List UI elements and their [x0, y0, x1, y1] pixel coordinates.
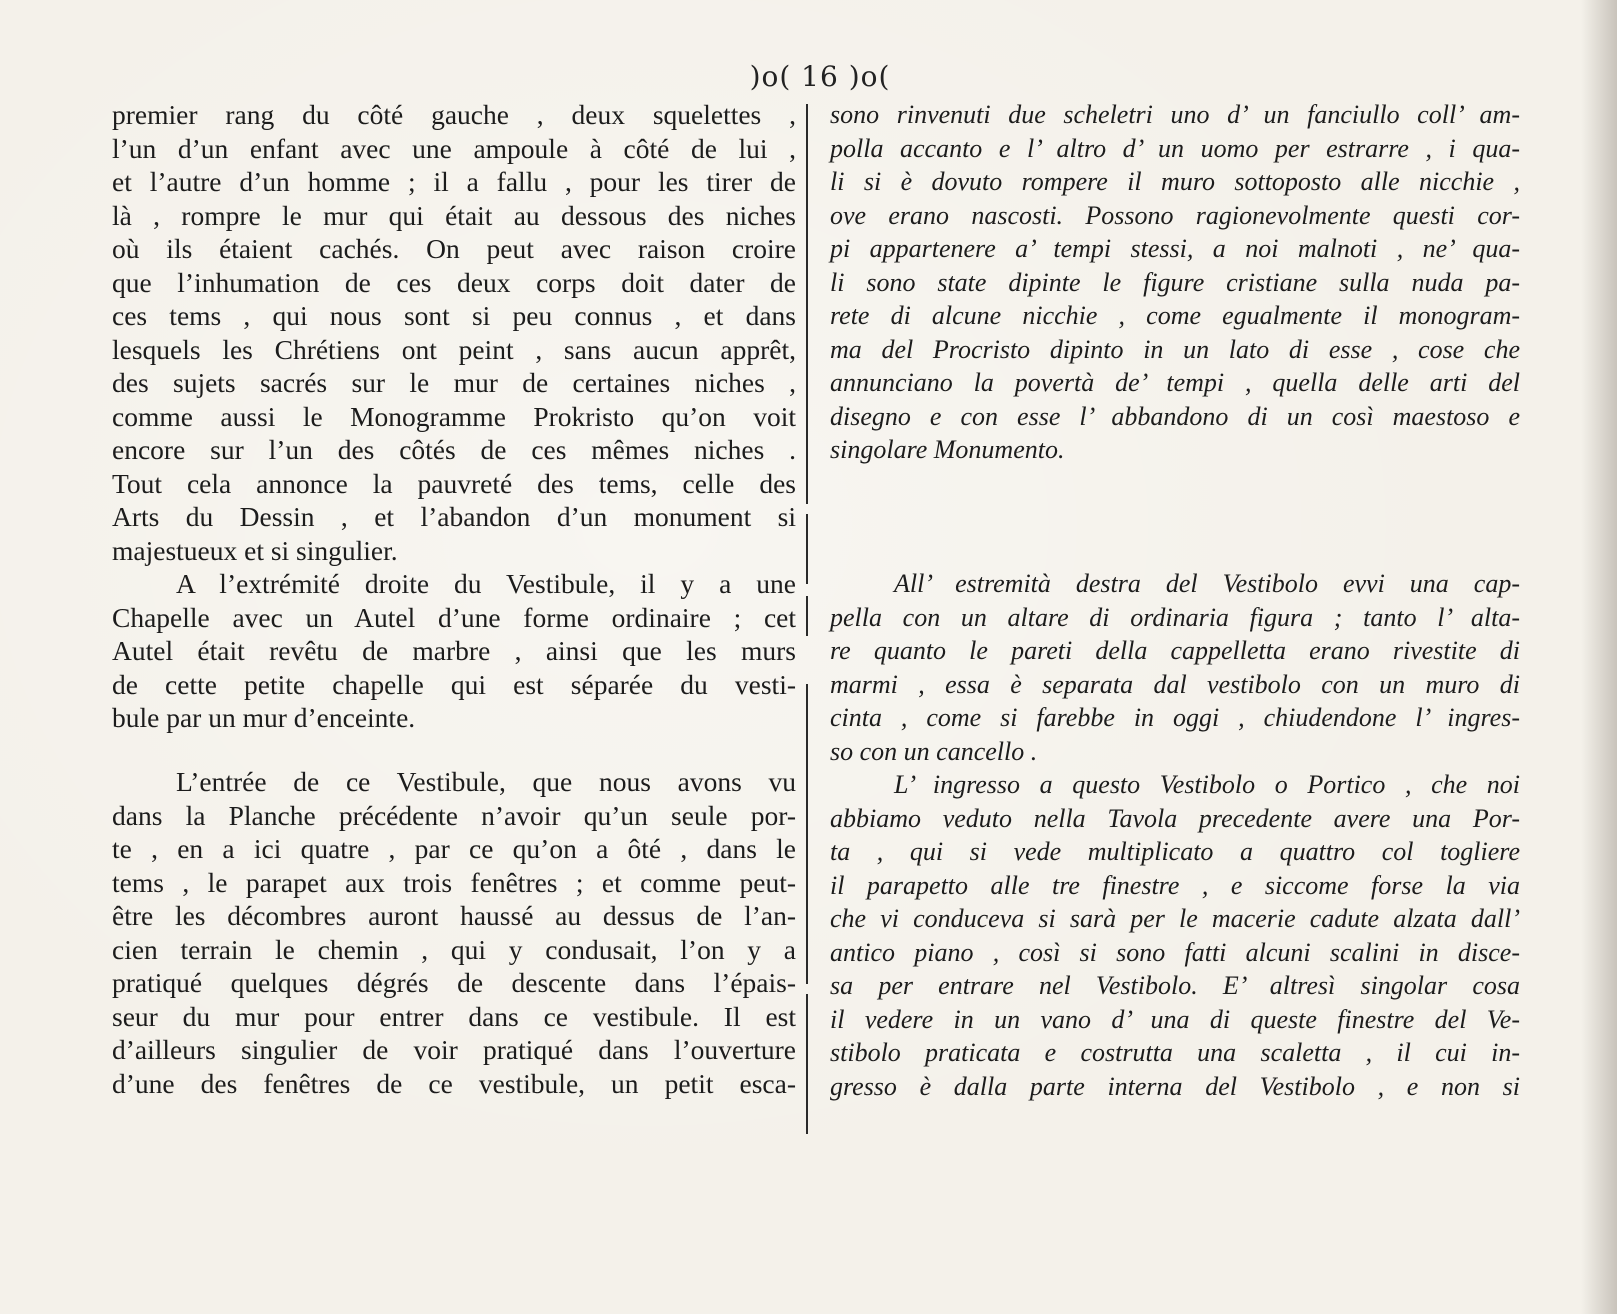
text-line: être les décombres auront haussé au dessus de l’an-	[112, 900, 796, 931]
text-line: Tout cela annonce la pauvreté des tems, celle des	[112, 467, 796, 499]
text-line: il vedere in un vano d’ una di queste finestre del Ve-	[830, 1004, 1520, 1034]
page-edge-shadow	[1581, 0, 1617, 1314]
text-line: comme aussi le Monogramme Prokristo qu’on voit	[112, 400, 796, 432]
text-line: et l’autre d’un homme ; il a fallu , pour les tirer de	[112, 166, 796, 197]
text-line: abbiamo veduto nella Tavola precedente avere una Por-	[830, 803, 1520, 833]
text-line: tems , le parapet aux trois fenêtres ; et comme peut-	[112, 866, 796, 898]
text-line: pi appartenere a’ tempi stessi, a noi malnoti , ne’ qua-	[830, 234, 1520, 263]
text-line: stibolo praticata e costrutta una scaletta , il cui in-	[830, 1038, 1520, 1067]
text-line: All’ estremità destra del Vestibolo evvi una cap-	[894, 569, 1520, 598]
text-line: d’ailleurs singulier de voir pratiqué dans l’ouverture	[112, 1034, 796, 1065]
text-line: là , rompre le mur qui était au dessous des niches	[112, 199, 796, 231]
text-line: sono rinvenuti due scheletri uno d’ un fanciullo coll’ am-	[830, 100, 1520, 129]
text-line: singolare Monumento.	[830, 435, 1065, 464]
text-line: cien terrain le chemin , qui y condusait, l’on y a	[112, 933, 796, 965]
text-line: des sujets sacrés sur le mur de certaines niches ,	[112, 367, 796, 398]
text-line: de cette petite chapelle qui est séparée du vesti-	[112, 668, 796, 700]
text-line: bule par un mur d’enceinte.	[112, 702, 416, 733]
text-line: che vi conduceva si sarà per le macerie cadute alzata dall’	[830, 904, 1520, 933]
text-line: que l’inhumation de ces deux corps doit dater de	[112, 266, 796, 298]
text-line: A l’extrémité droite du Vestibule, il y a une	[176, 568, 796, 599]
text-line: ove erano nascosti. Possono ragionevolmente questi cor-	[830, 200, 1520, 230]
text-line: te , en a ici quatre , par ce qu’on a ôté , dans le	[112, 833, 796, 864]
text-line: polla accanto e l’ altro d’ un uomo per estrarre , i qua-	[830, 133, 1520, 163]
text-line: il parapetto alle tre finestre , e siccome forse la via	[830, 870, 1520, 900]
text-line: premier rang du côté gauche , deux squelettes ,	[112, 99, 796, 130]
text-line: ta , qui si vede multiplicato a quattro col togliere	[830, 837, 1520, 866]
text-line: pratiqué quelques dégrés de descente dans l’épais-	[112, 967, 796, 998]
text-line: pella con un altare di ordinaria figura ; tanto l’ alta-	[830, 602, 1520, 632]
page-number-header: )o( 16 )o(	[749, 60, 891, 93]
text-line: Arts du Dessin , et l’abandon d’un monument si	[112, 501, 796, 532]
text-line: re quanto le pareti della cappelletta erano rivestite di	[830, 636, 1520, 665]
text-line: marmi , essa è separata dal vestibolo con un muro di	[830, 669, 1520, 699]
text-line: seur du mur pour entrer dans ce vestibule. Il est	[112, 1000, 796, 1032]
column-divider	[806, 104, 808, 1134]
text-line: li si è dovuto rompere il muro sottoposto alle nicchie ,	[830, 167, 1520, 196]
text-line: Chapelle avec un Autel d’une forme ordinaire ; cet	[112, 601, 796, 633]
text-line: l’un d’un enfant avec une ampoule à côté de lui ,	[112, 132, 796, 164]
text-line: so con un cancello .	[830, 736, 1038, 766]
text-line: lesquels les Chrétiens ont peint , sans aucun apprêt,	[112, 333, 796, 365]
text-line: ces tems , qui nous sont si peu connus , et dans	[112, 300, 796, 331]
text-line: L’entrée de ce Vestibule, que nous avons vu	[176, 766, 796, 797]
text-line: rete di alcune nicchie , come egualmente il monogram-	[830, 301, 1520, 330]
text-line: cinta , come si farebbe in oggi , chiudendone l’ ingres-	[830, 703, 1520, 732]
text-line: encore sur l’un des côtés de ces mêmes niches .	[112, 434, 796, 465]
text-line: où ils étaient cachés. On peut avec raison croire	[112, 233, 796, 264]
text-line: majestueux et si singulier.	[112, 534, 398, 566]
text-line: d’une des fenêtres de ce vestibule, un petit esca-	[112, 1067, 796, 1099]
text-line: sa per entrare nel Vestibolo. E’ altresì singolar cosa	[830, 971, 1520, 1000]
text-line: li sono state dipinte le figure cristiane sulla nuda pa-	[830, 267, 1520, 297]
text-line: Autel était revêtu de marbre , ainsi que les murs	[112, 635, 796, 666]
text-line: L’ ingresso a questo Vestibolo o Portico , che noi	[894, 770, 1520, 799]
text-line: gresso è dalla parte interna del Vestibolo , e non si	[830, 1071, 1520, 1101]
text-line: annunciano la povertà de’ tempi , quella delle arti del	[830, 368, 1520, 397]
text-line: ma del Procristo dipinto in un lato di esse , cose che	[830, 334, 1520, 364]
text-line: disegno e con esse l’ abbandono di un così maestoso e	[830, 401, 1520, 431]
text-line: antico piano , così si sono fatti alcuni scalini in disce-	[830, 937, 1520, 967]
text-line: dans la Planche précédente n’avoir qu’un seule por-	[112, 799, 796, 831]
